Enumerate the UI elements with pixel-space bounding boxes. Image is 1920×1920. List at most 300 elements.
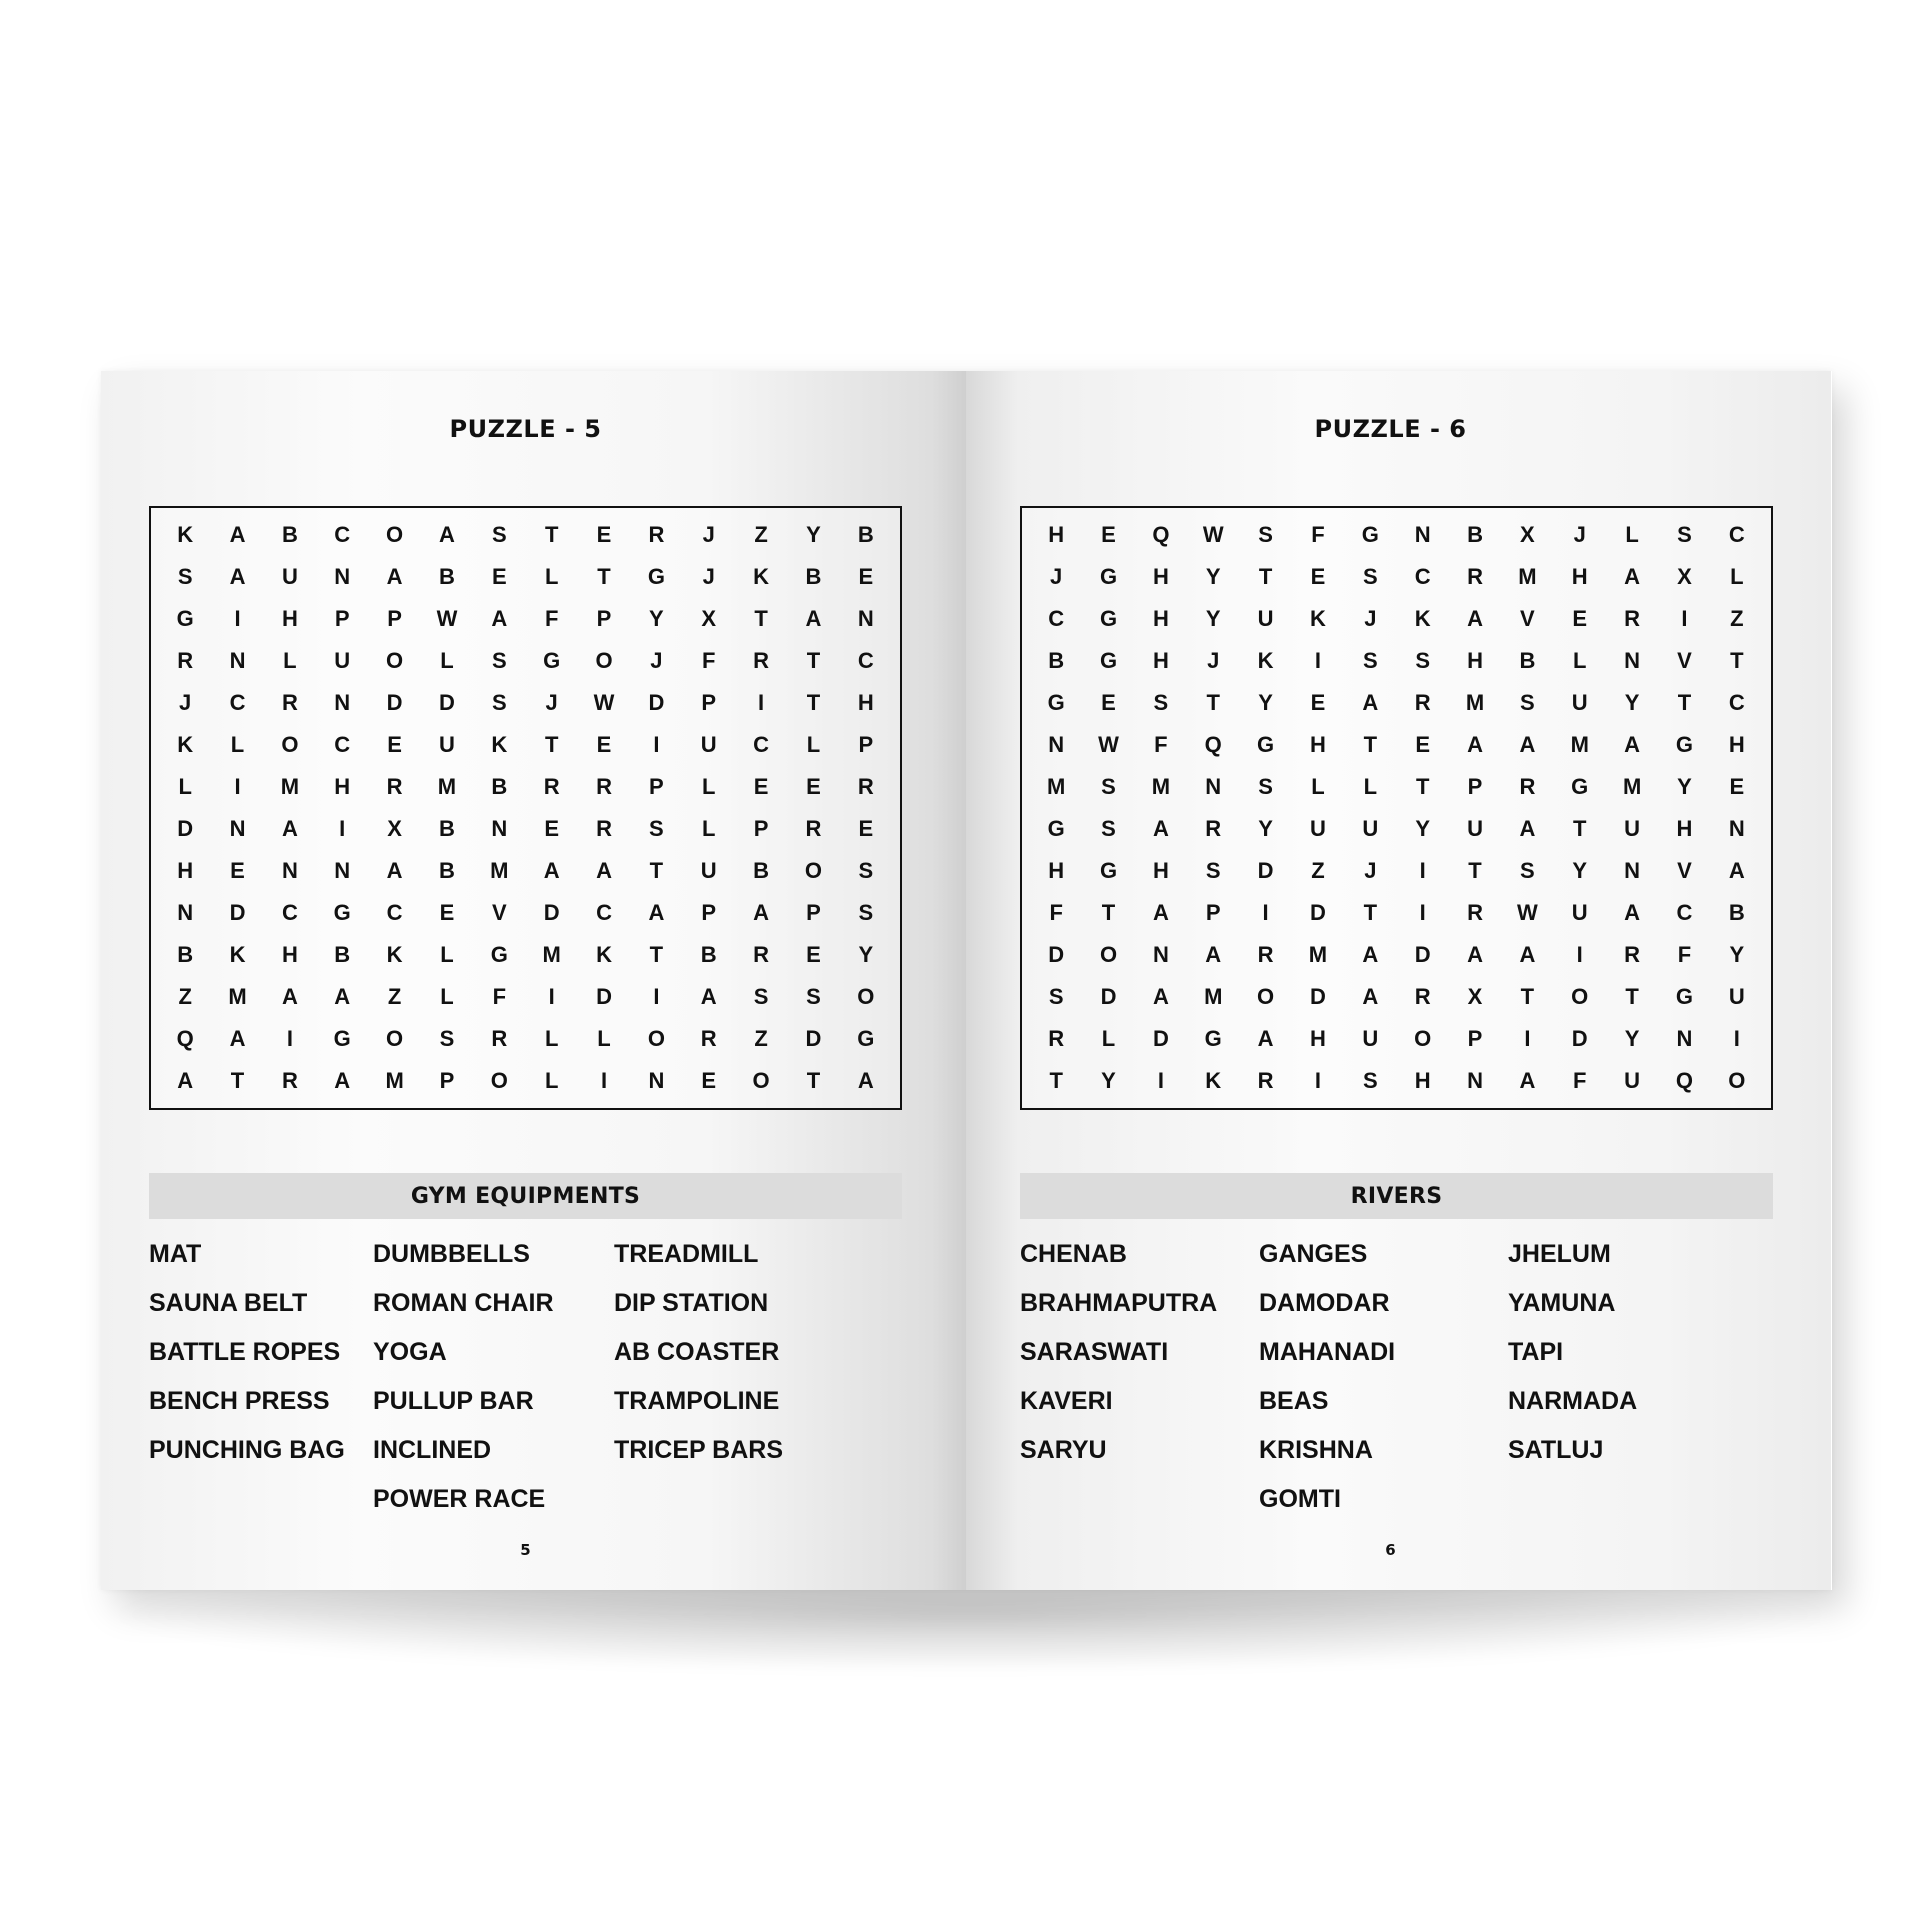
grid-letter: H [281, 606, 298, 631]
grid-letter: H [1048, 522, 1065, 547]
grid-letter: L [178, 774, 192, 799]
grid-letter: D [1100, 984, 1117, 1009]
grid-letter: T [1677, 690, 1692, 715]
grid-letter: R [648, 522, 665, 547]
grid-letter: B [177, 942, 194, 967]
grid-letter: O [595, 648, 613, 673]
grid-letter: A [1362, 690, 1379, 715]
grid-letter: M [1151, 774, 1171, 799]
grid-letter: Y [1572, 858, 1588, 883]
grid-letter: H [1467, 648, 1483, 673]
grid-letter: A [1362, 942, 1379, 967]
grid-letter: N [648, 1068, 665, 1093]
grid-letter: E [1310, 564, 1326, 589]
grid-letter: H [1310, 732, 1326, 757]
grid-letter: P [649, 774, 664, 799]
grid-letter: E [1729, 774, 1745, 799]
grid-letter: U [1362, 816, 1379, 841]
grid-letter: B [857, 522, 874, 547]
grid-letter: C [334, 522, 351, 547]
grid-letter: G [1099, 858, 1118, 883]
grid-letter: U [1310, 816, 1326, 841]
grid-letter: I [1419, 900, 1426, 925]
puzzle-title: PUZZLE - 5 [449, 415, 602, 443]
grid-letter: A [334, 1068, 351, 1093]
grid-letter: T [1520, 984, 1535, 1009]
grid-letter: L [1363, 774, 1378, 799]
grid-letter: J [179, 690, 192, 715]
search-word: TREADMILL [614, 1240, 759, 1268]
grid-letter: H [1310, 1026, 1326, 1051]
grid-letter: Y [1205, 564, 1221, 589]
grid-letter: E [753, 774, 769, 799]
search-word: BEAS [1259, 1387, 1329, 1415]
grid-letter: T [1258, 564, 1273, 589]
grid-letter: W [436, 606, 458, 631]
grid-letter: A [857, 1068, 874, 1093]
search-word: BENCH PRESS [149, 1387, 330, 1415]
grid-letter: Y [858, 942, 874, 967]
search-word: NARMADA [1508, 1387, 1638, 1415]
grid-letter: H [1152, 648, 1169, 673]
grid-letter: D [1310, 984, 1326, 1009]
grid-letter: P [1467, 1026, 1483, 1051]
grid-letter: G [543, 648, 561, 673]
grid-letter: N [1676, 1026, 1693, 1051]
search-word: KAVERI [1020, 1387, 1113, 1415]
grid-letter: I [286, 1026, 293, 1051]
grid-letter: F [1049, 900, 1063, 925]
grid-letter: Y [1624, 690, 1640, 715]
search-word: SARYU [1020, 1436, 1107, 1464]
grid-letter: B [439, 816, 455, 841]
search-word: GOMTI [1259, 1485, 1341, 1513]
grid-letter: K [1310, 606, 1326, 631]
grid-letter: C [1414, 564, 1431, 589]
grid-letter: I [548, 984, 555, 1009]
grid-letter: O [752, 1068, 770, 1093]
word-column [1508, 1240, 1637, 1485]
grid-letter: H [177, 858, 194, 883]
grid-letter: N [281, 858, 298, 883]
grid-letter: W [1202, 522, 1224, 547]
grid-letter: M [1204, 984, 1223, 1009]
grid-letter: E [596, 522, 612, 547]
grid-letter: N [491, 816, 508, 841]
grid-letter: H [1676, 816, 1693, 841]
grid-letter: E [1101, 522, 1116, 547]
grid-letter: H [857, 690, 874, 715]
grid-letter: U [1467, 816, 1483, 841]
grid-letter: N [229, 648, 246, 673]
grid-letter: F [1311, 522, 1325, 547]
grid-letter: G [1361, 522, 1379, 547]
grid-letter: E [1310, 690, 1326, 715]
grid-letter: A [1467, 606, 1483, 631]
grid-letter: H [1048, 858, 1065, 883]
grid-letter: G [1571, 774, 1589, 799]
grid-letter: M [542, 942, 561, 967]
grid-letter: A [491, 606, 508, 631]
grid-letter: A [543, 858, 560, 883]
grid-letter: S [439, 1026, 455, 1051]
grid-letter: W [1517, 900, 1538, 925]
grid-letter: T [806, 690, 821, 715]
search-word: BRAHMAPUTRA [1020, 1289, 1218, 1317]
grid-letter: D [439, 690, 455, 715]
grid-letter: B [753, 858, 770, 883]
word-column [614, 1240, 783, 1485]
grid-letter: N [334, 690, 351, 715]
grid-letter: T [1730, 648, 1744, 673]
grid-letter: T [1363, 900, 1378, 925]
grid-letter: O [804, 858, 823, 883]
search-word: PUNCHING BAG [149, 1436, 345, 1464]
grid-letter: D [386, 690, 403, 715]
grid-letter: L [702, 774, 716, 799]
grid-letter: R [543, 774, 560, 799]
grid-letter: E [491, 564, 507, 589]
grid-letter: W [1098, 732, 1119, 757]
grid-letter: G [176, 606, 194, 631]
search-word: SATLUJ [1508, 1436, 1604, 1464]
grid-letter: N [1414, 522, 1431, 547]
grid-letter: B [491, 774, 508, 799]
grid-letter: Q [1204, 732, 1222, 757]
grid-letter: C [1676, 900, 1693, 925]
puzzle-title: PUZZLE - 6 [1314, 415, 1467, 443]
grid-letter: L [440, 984, 454, 1009]
grid-letter: K [491, 732, 508, 757]
search-word: MAT [149, 1240, 202, 1268]
grid-letter: P [701, 900, 717, 925]
grid-letter: G [333, 1026, 351, 1051]
grid-letter: A [700, 984, 717, 1009]
grid-letter: R [857, 774, 874, 799]
grid-letter: R [1414, 984, 1431, 1009]
grid-letter: N [229, 816, 246, 841]
grid-letter: L [1311, 774, 1325, 799]
grid-letter: D [1571, 1026, 1588, 1051]
grid-letter: Y [1258, 816, 1273, 841]
grid-letter: I [1314, 648, 1322, 673]
grid-letter: E [230, 858, 245, 883]
grid-letter: G [1047, 690, 1065, 715]
grid-letter: U [1571, 900, 1588, 925]
grid-letter: S [1258, 774, 1273, 799]
grid-letter: M [228, 984, 247, 1009]
search-word: AB COASTER [614, 1338, 780, 1366]
search-word: INCLINED [373, 1436, 492, 1464]
grid-letter: M [1518, 564, 1537, 589]
grid-letter: I [1733, 1026, 1740, 1051]
grid-letter: A [386, 858, 403, 883]
grid-letter: O [386, 522, 404, 547]
grid-letter: A [1519, 816, 1536, 841]
grid-letter: S [1362, 564, 1378, 589]
grid-letter: X [1520, 522, 1535, 547]
grid-letter: C [857, 648, 874, 673]
grid-letter: A [1624, 732, 1641, 757]
grid-letter: A [648, 900, 665, 925]
grid-letter: A [1257, 1026, 1274, 1051]
grid-letter: N [1048, 732, 1065, 757]
grid-letter: H [1728, 732, 1745, 757]
grid-letter: I [1262, 900, 1269, 925]
grid-letter: D [596, 984, 612, 1009]
grid-letter: R [281, 1068, 298, 1093]
grid-letter: A [334, 984, 351, 1009]
grid-letter: K [1257, 648, 1274, 673]
search-word: DIP STATION [614, 1289, 769, 1317]
grid-letter: D [1048, 942, 1065, 967]
grid-letter: A [386, 564, 403, 589]
grid-letter: J [545, 690, 558, 715]
grid-letter: S [753, 984, 769, 1009]
grid-letter: E [806, 942, 821, 967]
grid-letter: B [1467, 522, 1483, 547]
grid-letter: O [281, 732, 299, 757]
grid-letter: S [1205, 858, 1221, 883]
grid-letter: Z [1730, 606, 1744, 631]
grid-letter: U [1257, 606, 1274, 631]
grid-letter: H [1414, 1068, 1431, 1093]
grid-letter: F [1573, 1068, 1587, 1093]
search-word: SARASWATI [1020, 1338, 1169, 1366]
search-word: YAMUNA [1508, 1289, 1616, 1317]
grid-letter: J [1364, 606, 1377, 631]
grid-letter: P [596, 606, 612, 631]
grid-letter: V [1677, 858, 1692, 883]
grid-letter: A [229, 522, 246, 547]
grid-letter: Y [1729, 942, 1745, 967]
grid-letter: I [1419, 858, 1426, 883]
grid-letter: R [281, 690, 298, 715]
grid-letter: Q [1675, 1068, 1694, 1093]
grid-letter: C [753, 732, 770, 757]
grid-letter: A [1205, 942, 1222, 967]
grid-letter: K [177, 522, 194, 547]
grid-letter: T [806, 648, 821, 673]
grid-letter: L [1625, 522, 1639, 547]
grid-letter: P [334, 606, 350, 631]
grid-letter: J [702, 522, 715, 547]
grid-letter: B [1048, 648, 1065, 673]
grid-letter: B [281, 522, 298, 547]
grid-letter: R [1467, 564, 1483, 589]
grid-letter: A [1152, 984, 1169, 1009]
grid-letter: E [387, 732, 402, 757]
search-word: GANGES [1259, 1240, 1368, 1268]
grid-letter: A [1467, 732, 1483, 757]
grid-letter: N [1152, 942, 1169, 967]
grid-letter: I [1576, 942, 1583, 967]
grid-letter: M [1465, 690, 1485, 715]
grid-letter: X [701, 606, 717, 631]
grid-letter: Z [754, 522, 768, 547]
grid-letter: L [1730, 564, 1744, 589]
grid-letter: B [1728, 900, 1745, 925]
grid-letter: S [177, 564, 193, 589]
grid-letter: P [806, 900, 821, 925]
grid-letter: I [1681, 606, 1688, 631]
grid-letter: L [1101, 1026, 1116, 1051]
grid-letter: I [339, 816, 346, 841]
grid-letter: N [334, 564, 351, 589]
grid-letter: M [437, 774, 457, 799]
grid-letter: M [1047, 774, 1066, 799]
grid-letter: S [491, 522, 507, 547]
grid-letter: K [386, 942, 403, 967]
grid-letter: T [544, 732, 559, 757]
grid-letter: X [1677, 564, 1692, 589]
grid-letter: A [177, 1068, 194, 1093]
grid-letter: K [1414, 606, 1431, 631]
grid-letter: W [593, 690, 615, 715]
grid-letter: B [805, 564, 822, 589]
grid-letter: C [596, 900, 612, 925]
grid-letter: O [386, 1026, 404, 1051]
grid-letter: T [544, 522, 559, 547]
page-number: 6 [1385, 1541, 1396, 1559]
open-book [101, 371, 1832, 1590]
grid-letter: D [1414, 942, 1431, 967]
grid-letter: H [1571, 564, 1588, 589]
grid-letter: A [1362, 984, 1379, 1009]
grid-letter: R [596, 774, 612, 799]
grid-letter: M [1622, 774, 1642, 799]
grid-letter: M [1570, 732, 1589, 757]
search-word: MAHANADI [1259, 1338, 1396, 1366]
grid-letter: P [701, 690, 717, 715]
grid-letter: C [1728, 690, 1745, 715]
search-word: ROMAN CHAIR [373, 1289, 554, 1317]
grid-letter: E [858, 816, 874, 841]
grid-letter: R [1624, 942, 1641, 967]
grid-letter: L [230, 732, 245, 757]
grid-letter: R [1048, 1026, 1065, 1051]
grid-letter: E [701, 1068, 717, 1093]
grid-letter: H [1152, 606, 1169, 631]
grid-letter: S [1677, 522, 1692, 547]
grid-letter: N [1467, 1068, 1483, 1093]
grid-letter: L [544, 564, 559, 589]
grid-letter: I [653, 732, 660, 757]
grid-letter: S [1048, 984, 1064, 1009]
word-column [1020, 1240, 1217, 1485]
grid-letter: G [857, 1026, 875, 1051]
search-word: KRISHNA [1259, 1436, 1373, 1464]
word-column [1259, 1240, 1395, 1534]
grid-letter: E [596, 732, 612, 757]
grid-letter: J [702, 564, 715, 589]
grid-letter: V [1677, 648, 1692, 673]
grid-letter: R [491, 1026, 508, 1051]
grid-letter: A [229, 564, 246, 589]
grid-letter: A [1519, 732, 1536, 757]
grid-letter: C [281, 900, 298, 925]
grid-letter: O [1414, 1026, 1432, 1051]
grid-letter: A [1467, 942, 1483, 967]
grid-letter: H [1152, 564, 1169, 589]
grid-letter: T [597, 564, 611, 589]
grid-letter: S [1153, 690, 1169, 715]
grid-letter: P [439, 1068, 455, 1093]
letter-grid [149, 506, 902, 1110]
grid-letter: T [1415, 774, 1430, 799]
grid-letter: Y [1258, 690, 1273, 715]
search-word: POWER RACE [373, 1485, 546, 1513]
grid-letter: R [386, 774, 403, 799]
grid-letter: I [758, 690, 765, 715]
grid-letter: Q [1152, 522, 1170, 547]
grid-letter: X [387, 816, 402, 841]
grid-letter: G [1099, 606, 1118, 631]
grid-letter: C [1048, 606, 1065, 631]
grid-letter: Y [1677, 774, 1692, 799]
grid-letter: T [754, 606, 768, 631]
grid-letter: H [1152, 858, 1169, 883]
grid-letter: R [753, 648, 770, 673]
grid-letter: I [234, 774, 241, 799]
grid-letter: G [1099, 564, 1118, 589]
grid-letter: R [1205, 816, 1222, 841]
search-word: BATTLE ROPES [149, 1338, 341, 1366]
word-column [149, 1240, 345, 1485]
grid-letter: A [281, 816, 298, 841]
search-word: SAUNA BELT [149, 1289, 308, 1317]
grid-letter: H [334, 774, 351, 799]
grid-letter: O [386, 648, 404, 673]
grid-letter: A [1624, 564, 1641, 589]
grid-letter: R [805, 816, 822, 841]
grid-letter: N [1624, 858, 1641, 883]
grid-letter: A [1728, 858, 1745, 883]
grid-letter: U [700, 858, 717, 883]
grid-letter: L [597, 1026, 611, 1051]
grid-letter: K [596, 942, 612, 967]
grid-letter: A [439, 522, 455, 547]
grid-letter: G [1675, 984, 1694, 1009]
grid-letter: R [1467, 900, 1483, 925]
grid-letter: O [1099, 942, 1118, 967]
grid-letter: T [1049, 1068, 1063, 1093]
grid-letter: B [1519, 648, 1536, 673]
grid-letter: B [439, 564, 455, 589]
page-left [101, 371, 966, 1590]
grid-letter: U [1728, 984, 1745, 1009]
grid-letter: O [857, 984, 875, 1009]
grid-letter: F [1677, 942, 1692, 967]
grid-letter: N [1624, 648, 1641, 673]
grid-letter: I [1157, 1068, 1164, 1093]
grid-letter: T [230, 1068, 245, 1093]
grid-letter: T [649, 858, 664, 883]
grid-letter: Y [1205, 606, 1221, 631]
grid-letter: O [647, 1026, 665, 1051]
grid-letter: F [702, 648, 716, 673]
grid-letter: P [753, 816, 769, 841]
grid-letter: R [1519, 774, 1536, 799]
search-word: JHELUM [1508, 1240, 1611, 1268]
grid-letter: T [1363, 732, 1378, 757]
grid-letter: P [1467, 774, 1483, 799]
grid-letter: G [647, 564, 665, 589]
grid-letter: E [1415, 732, 1431, 757]
grid-letter: U [700, 732, 717, 757]
grid-letter: I [1314, 1068, 1322, 1093]
grid-letter: L [544, 1068, 559, 1093]
